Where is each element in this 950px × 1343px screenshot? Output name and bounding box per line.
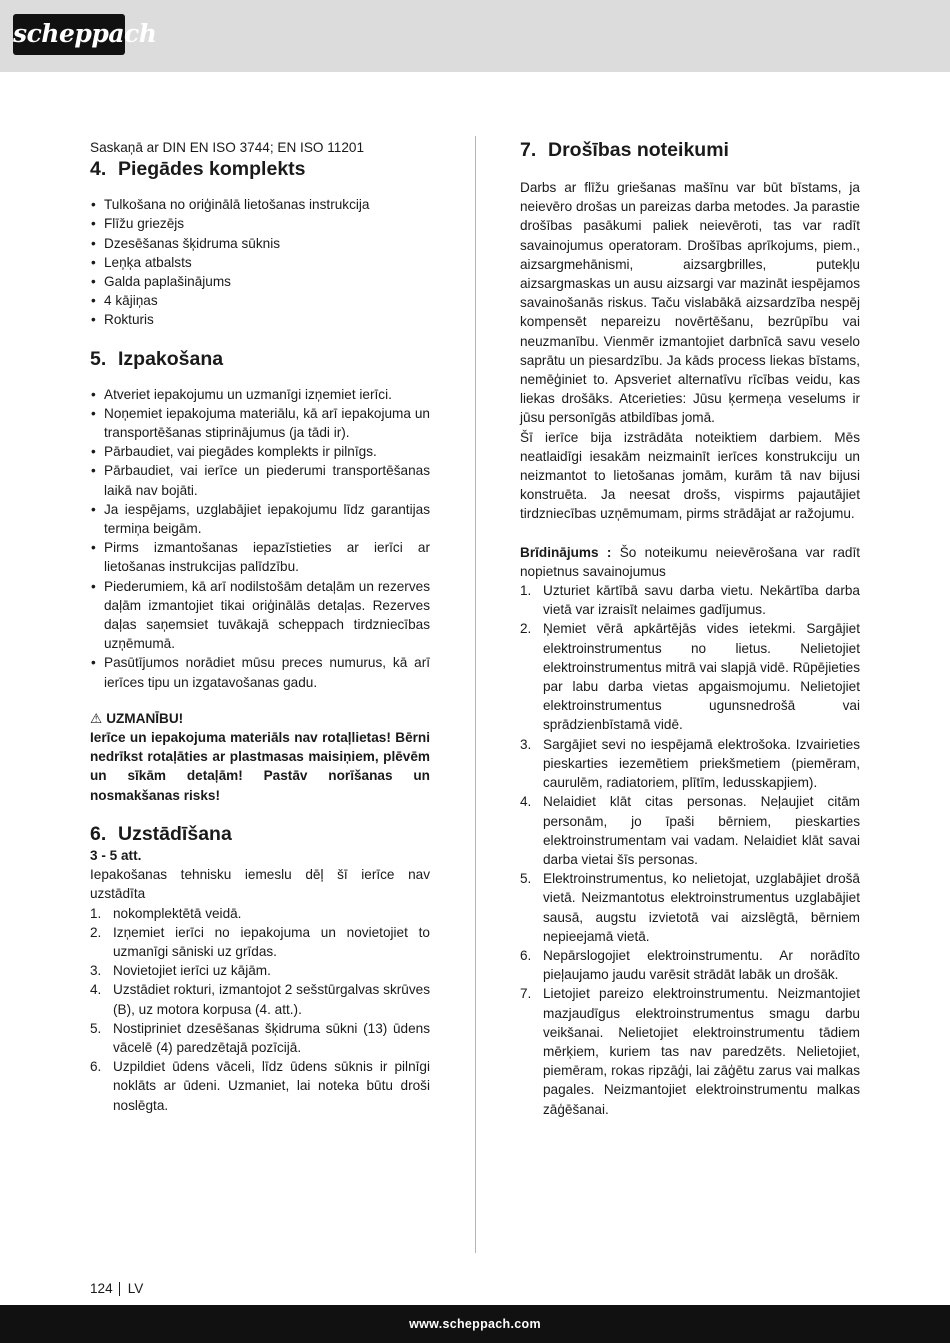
section-6-heading <box>90 822 430 846</box>
step-number: 1. <box>90 905 102 921</box>
step-text: Izņemiet ierīci no iepakojuma un novietojiet to uzmanīgi sāniski uz grīdas. <box>113 924 430 959</box>
step-number: 2. <box>90 924 102 940</box>
step-text: Novietojiet ierīci uz kājām. <box>113 963 271 979</box>
section-5-heading <box>90 347 430 371</box>
rule-number: 7. <box>520 986 532 1002</box>
list-item: • Dzesēšanas šķidruma sūknis <box>90 234 430 253</box>
section-5-title: Izpakošana <box>118 347 224 370</box>
rule-text: Ņemiet vērā apkārtējās vides ietekmi. Sargājiet elektroinstrumentus no lietus. Nelietojiet elektroinstrumentus mitrā vai slapjā vidē. Rūpējieties par labu darba vietas apgaismojumu. Nelietojiet elektroinstrumentus ugunsnedrošā vai sprādzienbīstamā vidē. <box>543 621 860 733</box>
delivery-list <box>90 195 430 329</box>
figure-reference: 3 - 5 att. <box>90 847 142 863</box>
section-7-number: 7. <box>520 139 537 161</box>
right-column <box>520 138 860 1119</box>
standard-reference: Saskaņā ar DIN EN ISO 3744; EN ISO 11201 <box>90 140 365 155</box>
step-number: 5. <box>90 1020 102 1036</box>
step-number: 6. <box>90 1059 102 1075</box>
safety-warning-text: Šo noteikumu neievērošana var radīt nopietnus savainojumus <box>520 544 861 579</box>
section-7-heading <box>520 138 860 162</box>
rule-text: Nepārslogojiet elektroinstrumentu. Ar norādīto pieļaujamo jaudu varēsit strādāt labāk un drošāk. <box>543 947 860 983</box>
paragraph-gap <box>520 524 860 543</box>
header-band <box>0 0 950 72</box>
column-divider <box>475 136 476 1253</box>
rule-text: Sargājiet sevi no iespējamā elektrošoka. Izvairieties pieskarties iezemētiem priekšmetiem (piemēram, caurulēm, radiatoriem, plītīm, ledusskapjiem). <box>543 736 860 791</box>
page-number: 124 <box>90 1281 113 1296</box>
rule-number: 3. <box>520 736 532 752</box>
rule-number: 2. <box>520 621 532 637</box>
website-url: www.scheppach.com <box>409 1317 541 1331</box>
rule-text: Elektroinstrumentus, ko nelietojat, uzglabājiet drošā vietā. Neizmantotus elektroinstrumentus uzglabājiet sausā, augstu izvietotā vai aizslēgtā, bērniem nepieejamā vietā. <box>543 871 860 944</box>
footer-separator <box>119 1282 120 1296</box>
rule-number: 6. <box>520 947 532 963</box>
list-item <box>90 904 430 923</box>
page-footer <box>90 1279 143 1298</box>
list-item <box>520 619 860 734</box>
section-4-heading <box>90 157 430 181</box>
safety-rules <box>520 581 860 1119</box>
left-column <box>90 138 430 1115</box>
list-item: • Galda paplašinājums <box>90 272 430 291</box>
rule-text: Uzturiet kārtībā savu darba vietu. Nekārtība darba vietā var izraisīt nelaimes gadījumus. <box>543 583 860 618</box>
rule-number: 4. <box>520 794 532 810</box>
safety-warning-label: Brīdinājums : <box>520 544 612 560</box>
warning-block <box>90 709 430 805</box>
list-item: • Leņķa atbalsts <box>90 253 430 272</box>
step-text: nokomplektētā veidā. <box>113 905 242 921</box>
warning-text: Ierīce un iepakojuma materiāls nav rotaļlietas! Bērni nedrīkst rotaļāties ar plastmasas maisiņiem, plēvēm un sīkām detaļām! Pastāv norīšanas un nosmakšanas risks! <box>90 730 430 803</box>
warning-triangle-icon: ⚠ <box>90 710 103 726</box>
list-item: • Pasūtījumos norādiet mūsu preces numurus, kā arī ierīces tipu un izgatavošanas gadu. <box>90 653 430 691</box>
list-item <box>90 961 430 980</box>
rule-text: Lietojiet pareizo elektroinstrumentu. Neizmantojiet mazjaudīgus elektroinstrumentus smagu darbu veikšanai. Nelietojiet elektroinstrumentu tādiem mērķiem, kuriem tas nav paredzēts. Nelietojiet, piemēram, rokas ripzāģi, lai zāģētu zarus vai malkas pagales. Neizmantojiet elektroinstrumentu malkas zāģēšanai. <box>543 986 860 1117</box>
safety-paragraph-2: Šī ierīce bija izstrādāta noteiktiem darbiem. Mēs neatlaidīgi iesakām neizmainīt ierīces konstrukciju un neizmantot to lietošanas jomām, kurām tā nav bijusi konstruēta. Ja neesat drošs, vispirms pajautājiet tirdzniecības uzņēmumam, pirms strādājat ar ražojumu. <box>520 429 860 522</box>
list-item: • Rokturis <box>90 310 430 329</box>
section-7-title: Drošības noteikumi <box>548 139 729 161</box>
assembly-steps <box>90 904 430 1115</box>
list-item <box>520 946 860 984</box>
list-item <box>90 923 430 961</box>
list-item: • Tulkošana no oriģinālā lietošanas instrukcija <box>90 195 430 214</box>
warning-heading <box>90 709 430 728</box>
rule-number: 5. <box>520 871 532 887</box>
section-5-number: 5. <box>90 347 107 370</box>
list-item <box>520 581 860 619</box>
list-item: • Pirms izmantošanas iepazīstieties ar ierīci ar lietošanas instrukcijas palīdzību. <box>90 538 430 576</box>
list-item <box>520 735 860 793</box>
safety-warning <box>520 543 860 581</box>
warning-title: UZMANĪBU! <box>106 710 184 726</box>
list-item <box>520 984 860 1118</box>
step-text: Uzstādiet rokturi, izmantojot 2 sešstūrgalvas skrūves (B), uz motora korpusa (4. att.). <box>113 982 430 1017</box>
list-item <box>90 1019 430 1057</box>
list-item: • Noņemiet iepakojuma materiālu, kā arī iepakojuma un transportēšanas stiprinājumus (ja tādi ir). <box>90 404 430 442</box>
list-item: • 4 kājiņas <box>90 291 430 310</box>
footer-bar <box>0 1305 950 1343</box>
rule-text: Nelaidiet klāt citas personas. Neļaujiet citām personām, jo īpaši bērniem, pieskarties elektroinstrumentam vai vadam. Nelaidiet klāt savai darba vietai šīs personas. <box>543 794 860 867</box>
list-item <box>90 1057 430 1115</box>
assembly-intro: Iepakošanas tehnisku iemeslu dēļ šī ierīce nav uzstādīta <box>90 867 430 902</box>
step-number: 4. <box>90 982 102 998</box>
list-item: • Ja iespējams, uzglabājiet iepakojumu līdz garantijas termiņa beigām. <box>90 500 430 538</box>
step-text: Nostipriniet dzesēšanas šķidruma sūkni (13) ūdens vācelē (4) paredzētajā pozīcijā. <box>113 1020 430 1055</box>
language-code: LV <box>127 1281 144 1296</box>
scheppach-logo: scheppach <box>13 14 125 55</box>
step-number: 3. <box>90 963 102 979</box>
section-6-title: Uzstādīšana <box>118 822 232 845</box>
rule-number: 1. <box>520 583 532 599</box>
list-item <box>520 869 860 946</box>
list-item: • Piederumiem, kā arī nodilstošām detaļām un rezerves daļām izmantojiet tikai oriģinālās detaļas. Rezerves daļas saņemsiet tuvākajā scheppach tirdzniecības uzņēmumā. <box>90 577 430 654</box>
step-text: Uzpildiet ūdens vāceli, līdz ūdens sūknis ir pilnīgi noklāts ar ūdeni. Uzmaniet, lai noteka būtu droši noslēgta. <box>113 1059 430 1113</box>
section-6-number: 6. <box>90 822 107 845</box>
list-item: • Pārbaudiet, vai ierīce un piederumi transportēšanas laikā nav bojāti. <box>90 461 430 499</box>
section-4-title: Piegādes komplekts <box>118 158 306 181</box>
list-item: • Pārbaudiet, vai piegādes komplekts ir pilnīgs. <box>90 442 430 461</box>
list-item <box>90 980 430 1018</box>
list-item: • Flīžu griezējs <box>90 214 430 233</box>
section-4-number: 4. <box>90 158 107 181</box>
unpacking-list <box>90 385 430 692</box>
list-item: • Atveriet iepakojumu un uzmanīgi izņemiet ierīci. <box>90 385 430 404</box>
list-item <box>520 792 860 869</box>
safety-paragraph-1: Darbs ar flīžu griešanas mašīnu var būt bīstams, ja neievēro drošas un pareizas darba metodes. Ja parastie drošības pasākumi paliek neievēroti, tas var radīt savainojumus operatoram. Drošības aprīkojums, piem., aizsargmehānismi, aizsargbrilles, putekļu aizsargmaskas un ausu aizsargi var mazināt iespējamos savainošanās riskus. Taču vislabākā aizsardzība nespēj kompensēt nepareizu novērtēšanu, bezrūpību vai neuzmanību. Vienmēr izmantojiet darbnīcā savu veselo saprātu un piesardzību. Ja kāds process liekas bīstams, nemēģiniet to. Apsveriet alternatīvu rīcības veidu, kas liekas drošāks. Atcerieties: Jūsu ķermeņa veselums ir jūsu personīgās atbildības jomā. <box>520 180 860 426</box>
